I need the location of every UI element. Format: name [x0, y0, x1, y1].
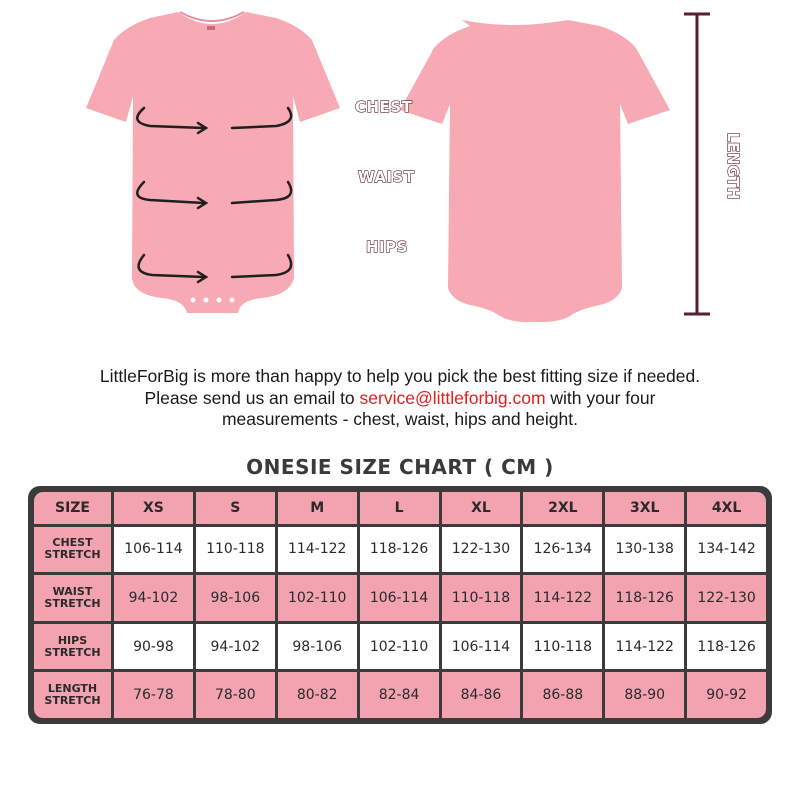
table-cell: 114-122: [523, 575, 602, 621]
row-label-line1: CHEST: [52, 536, 93, 550]
header-3xl: 3XL: [605, 492, 684, 524]
header-xs: XS: [114, 492, 193, 524]
table-cell: 94-102: [114, 575, 193, 621]
onesie-front: [86, 12, 340, 313]
table-cell: 110-118: [196, 527, 275, 573]
size-table: [28, 486, 772, 724]
message-line-1: LittleForBig is more than happy to help you pick the best fitting size if needed.: [99, 366, 701, 386]
length-bar: [684, 14, 710, 314]
table-cell: 110-118: [442, 575, 521, 621]
table-cell: 106-114: [360, 575, 439, 621]
row-label-line1: WAIST: [52, 584, 93, 598]
row-label-line2: STRETCH: [44, 645, 101, 659]
table-cell: 90-92: [687, 672, 766, 718]
message-line-2-start: Please send us an email to: [144, 387, 360, 408]
table-header-row: [34, 492, 766, 524]
table-cell: 90-98: [114, 624, 193, 670]
message-line-3: measurements - chest, waist, hips and height.: [221, 409, 578, 429]
waist-label: WAIST: [358, 168, 415, 186]
table-cell: 88-90: [605, 672, 684, 718]
table-cell: 122-130: [687, 575, 766, 621]
table-cell: 118-126: [605, 575, 684, 621]
table-cell: 98-106: [278, 624, 357, 670]
table-cell: 106-114: [442, 624, 521, 670]
table-row-length: [34, 672, 766, 718]
table-cell: 102-110: [360, 624, 439, 670]
help-message: [40, 366, 760, 431]
row-label-line2: STRETCH: [44, 596, 101, 610]
row-label-line2: STRETCH: [44, 694, 101, 708]
header-m: M: [278, 492, 357, 524]
row-label-line1: HIPS: [57, 633, 88, 647]
header-2xl: 2XL: [523, 492, 602, 524]
row-label: [34, 672, 111, 718]
length-label: LENGTH: [724, 132, 742, 200]
table-cell: 114-122: [605, 624, 684, 670]
row-label-line2: STRETCH: [44, 548, 101, 562]
table-row-hips: [34, 624, 766, 670]
onesie-back: [400, 20, 670, 322]
table-cell: 76-78: [114, 672, 193, 718]
message-line-2: [40, 388, 760, 410]
table-cell: 80-82: [278, 672, 357, 718]
table-cell: 102-110: [278, 575, 357, 621]
table-cell: 118-126: [687, 624, 766, 670]
table-cell: 122-130: [442, 527, 521, 573]
table-cell: 84-86: [442, 672, 521, 718]
row-label: [34, 527, 111, 573]
row-label-line1: LENGTH: [47, 682, 98, 696]
header-size: SIZE: [34, 492, 111, 524]
chest-label: CHEST: [355, 98, 413, 116]
table-cell: 118-126: [360, 527, 439, 573]
row-label: [34, 575, 111, 621]
contact-email-link[interactable]: service@littleforbig.com: [359, 387, 546, 408]
table-cell: 86-88: [523, 672, 602, 718]
row-label: [34, 624, 111, 670]
hips-label: HIPS: [366, 238, 408, 256]
table-cell: 126-134: [523, 527, 602, 573]
table-cell: 106-114: [114, 527, 193, 573]
table-cell: 82-84: [360, 672, 439, 718]
message-line-2-end: with your four: [545, 387, 656, 408]
header-s: S: [196, 492, 275, 524]
table-row-chest: [34, 527, 766, 573]
table-cell: 134-142: [687, 527, 766, 573]
table-cell: 110-118: [523, 624, 602, 670]
header-l: L: [360, 492, 439, 524]
header-xl: XL: [442, 492, 521, 524]
table-cell: 78-80: [196, 672, 275, 718]
table-row-waist: [34, 575, 766, 621]
table-cell: 98-106: [196, 575, 275, 621]
table-cell: 130-138: [605, 527, 684, 573]
table-cell: 94-102: [196, 624, 275, 670]
table-cell: 114-122: [278, 527, 357, 573]
header-4xl: 4XL: [687, 492, 766, 524]
size-chart-title: ONESIE SIZE CHART ( CM ): [246, 455, 554, 479]
